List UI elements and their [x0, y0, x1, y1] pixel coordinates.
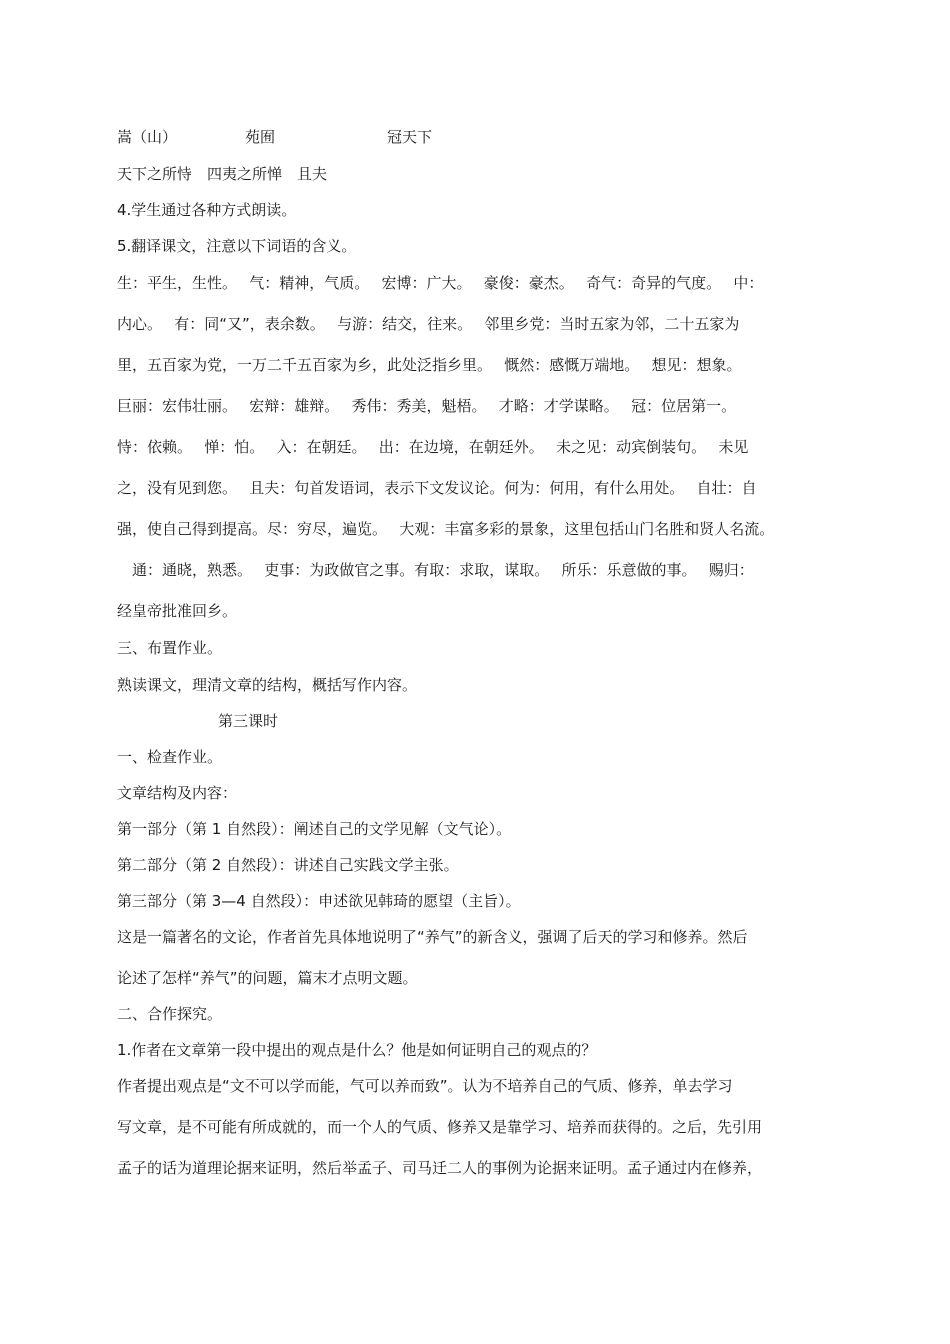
vocab-item: 嵩（山） — [117, 128, 178, 146]
glossary-line: 强，使自己得到提高。尽：穷尽，遍览。 大观：丰富多彩的景象，这里包括山门名胜和贤人名流。 — [117, 520, 775, 538]
glossary-line: 通：通晓，熟悉。 吏事：为政做官之事。有取：求取，谋取。 所乐：乐意做的事。 赐归： — [117, 561, 754, 579]
glossary-line: 内心。 有：同“又”，表余数。 与游：结交，往来。 邻里乡党：当时五家为邻，二十五家为 — [117, 315, 740, 333]
answer-line: 写文章，是不可能有所成就的，而一个人的气质、修养又是靠学习、培养而获得的。之后，先引用 — [117, 1118, 763, 1136]
glossary-line: 巨丽：宏伟壮丽。 宏辩：雄辩。 秀伟：秀美，魁梧。 才略：才学谋略。 冠：位居第一。 — [117, 397, 737, 415]
section-2-title: 二、合作探究。 — [117, 1005, 223, 1023]
step-4: 4.学生通过各种方式朗读。 — [117, 201, 297, 219]
phrase-row: 天下之所恃 四夷之所惮 且夫 — [117, 165, 328, 183]
summary-line: 论述了怎样“养气”的问题，篇末才点明文题。 — [117, 969, 418, 987]
vocab-item: 冠天下 — [387, 128, 433, 146]
question-1: 1.作者在文章第一段中提出的观点是什么？他是如何证明自己的观点的？ — [117, 1041, 597, 1059]
lesson-3-title: 第三课时 — [218, 712, 279, 730]
glossary-line: 恃：依赖。 惮：怕。 入：在朝廷。 出：在边境，在朝廷外。 未之见：动宾倒装句。 未见 — [117, 438, 749, 456]
step-5: 5.翻译课文，注意以下词语的含义。 — [117, 237, 357, 255]
answer-line: 孟子的话为道理论据来证明，然后举孟子、司马迁二人的事例为论据来证明。孟子通过内在修养， — [117, 1159, 763, 1177]
part-1: 第一部分（第 1 自然段）：阐述自己的文学见解（文气论）。 — [117, 820, 512, 838]
part-3: 第三部分（第 3—4 自然段）：申述欲见韩琦的愿望（主旨）。 — [117, 892, 521, 910]
section-1-title: 一、检查作业。 — [117, 748, 223, 766]
vocab-row — [117, 127, 837, 147]
glossary-line: 经皇帝批准回乡。 — [117, 602, 238, 620]
glossary-line: 生：平生，生性。 气：精神，气质。 宏博：广大。 豪俊：豪杰。 奇气：奇异的气度。 中： — [117, 274, 764, 292]
answer-line: 作者提出观点是“文不可以学而能，气可以养而致”。认为不培养自己的气质、修养，单去学习 — [117, 1077, 733, 1095]
glossary-line: 之，没有见到您。 且夫：句首发语词，表示下文发议论。何为：何用，有什么用处。 自壮：自 — [117, 479, 757, 497]
structure-title: 文章结构及内容： — [117, 784, 238, 802]
summary-line: 这是一篇著名的文论，作者首先具体地说明了“养气”的新含义，强调了后天的学习和修养。然后 — [117, 928, 748, 946]
vocab-item: 苑囿 — [245, 128, 276, 146]
section-3-title: 三、布置作业。 — [117, 639, 223, 657]
glossary-line: 里，五百家为党，一万二千五百家为乡，此处泛指乡里。 慨然：感慨万端地。 想见：想象。 — [117, 356, 742, 374]
part-2: 第二部分（第 2 自然段）：讲述自己实践文学主张。 — [117, 856, 459, 874]
homework-text: 熟读课文，理清文章的结构，概括写作内容。 — [117, 676, 418, 694]
